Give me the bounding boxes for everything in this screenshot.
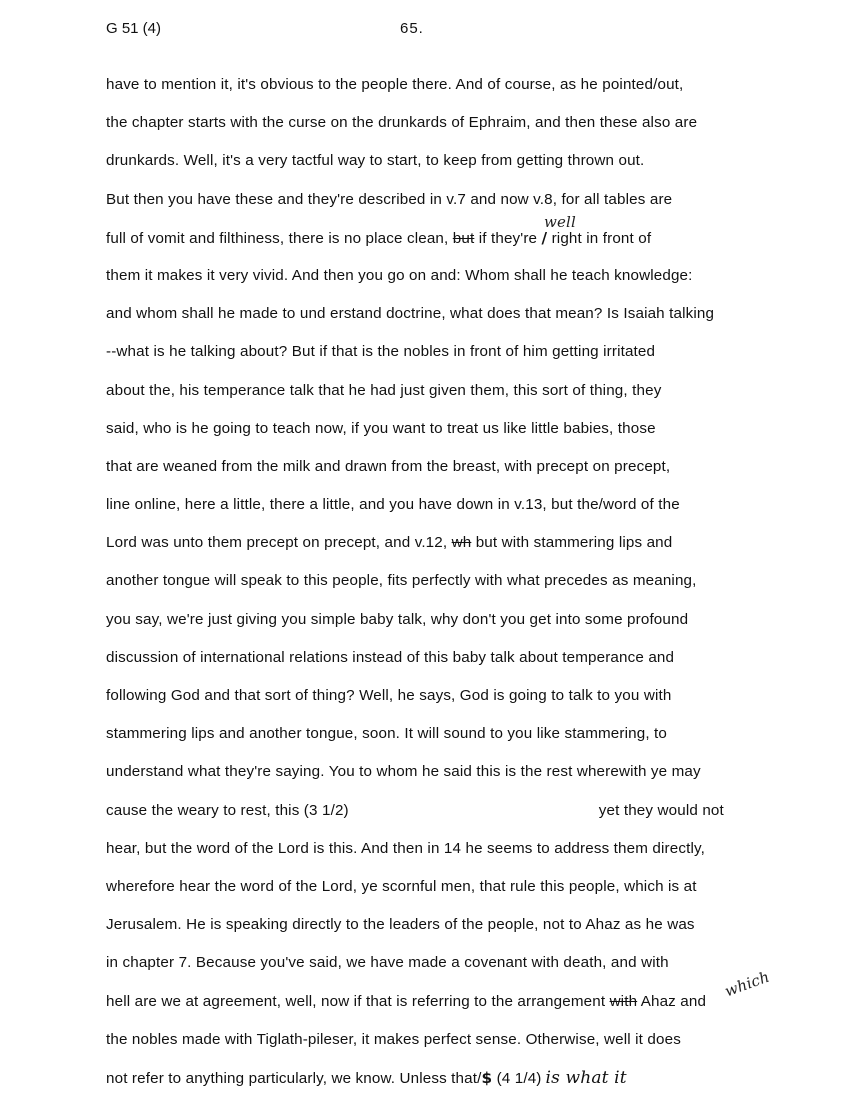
text-segment: right in front of [547,229,652,247]
text-line-2: the chapter starts with the curse on the drunkards of Ephraim, and then these also are [106,114,698,132]
text-segment: if they're [474,229,542,247]
correction-mark: / [541,228,548,247]
text-segment: but with stammering lips and [471,534,673,552]
text-line-4: But then you have these and they're described in v.7 and now v.8, for all tables are [106,190,673,208]
text-line-12: line online, here a little, there a little, and you have down in v.13, but the/word of the [106,496,680,514]
handwritten-correction-well: well [544,212,576,231]
text-line-8: --what is he talking about? But if that is the nobles in front of him getting irritated [106,343,656,361]
text-line-6: them it makes it very vivid. And then you go on and: Whom shall he teach knowledge: [106,266,693,284]
text-line-17: following God and that sort of thing? Well, he says, God is going to talk to you with [106,687,672,704]
text-segment: not refer to anything particularly, we know. Unless that/ [106,1069,482,1087]
text-line-7: and whom shall he made to und erstand doctrine, what does that mean? Is Isaiah talking [106,305,715,323]
text-line-23: Jerusalem. He is speaking directly to the leaders of the people, not to Ahaz as he was [106,916,695,934]
correction-mark: $ [481,1068,493,1087]
page-number: 65. [400,20,424,37]
text-line-25 [106,967,853,1029]
text-line-27 [106,1067,853,1105]
text-line-20 [106,800,853,838]
struck-word: wh [451,534,472,552]
text-line-19: understand what they're saying. You to whom he said this is the rest wherewith ye may [106,763,701,781]
document-code: G 51 (4) [106,20,162,37]
transcript-body [106,74,853,1105]
text-segment: cause the weary to rest, this (3 1/2) [106,801,349,819]
text-segment: full of vomit and filthiness, there is no place clean, [106,229,453,247]
struck-word: with [609,992,638,1010]
handwritten-note: is what it [545,1067,627,1088]
text-line-3: drunkards. Well, it's a very tactful way to start, to keep from getting thrown out. [106,152,645,170]
text-line-14: another tongue will speak to this people, fits perfectly with what precedes as meaning, [106,572,697,590]
handwritten-correction-which: which [722,967,772,1000]
text-line-24: in chapter 7. Because you've said, we have made a covenant with death, and with [106,954,669,972]
text-line-21: hear, but the word of the Lord is this. And then in 14 he seems to address them directly, [106,839,705,857]
text-line-15: you say, we're just giving you simple baby talk, why don't you get into some profound [106,610,689,628]
text-line-18: stammering lips and another tongue, soon. It will sound to you like stammering, to [106,725,668,743]
text-line-22: wherefore hear the word of the Lord, ye scornful men, that rule this people, which is at [106,877,697,895]
text-line-1: have to mention it, it's obvious to the people there. And of course, as he pointed/out, [106,76,684,93]
text-segment: yet they would not [598,801,724,819]
text-line-5 [106,212,853,265]
text-line-9: about the, his temperance talk that he had just given them, this sort of thing, they [106,381,662,399]
text-segment: (4 1/4) [492,1069,542,1087]
text-line-13 [106,532,853,570]
text-line-16: discussion of international relations instead of this baby talk about temperance and [106,648,675,666]
text-line-10: said, who is he going to teach now, if you want to treat us like little babies, those [106,419,656,437]
page-header [106,20,806,42]
text-segment: Lord was unto them precept on precept, and v.12, [106,534,452,552]
text-segment: Ahaz and [637,992,707,1010]
text-line-11: that are weaned from the milk and drawn from the breast, with precept on precept, [106,457,671,475]
text-segment: hell are we at agreement, well, now if that is referring to the arrangement [106,992,610,1010]
text-line-26: the nobles made with Tiglath-pileser, it makes perfect sense. Otherwise, well it does [106,1030,681,1048]
struck-word: but [452,229,475,247]
